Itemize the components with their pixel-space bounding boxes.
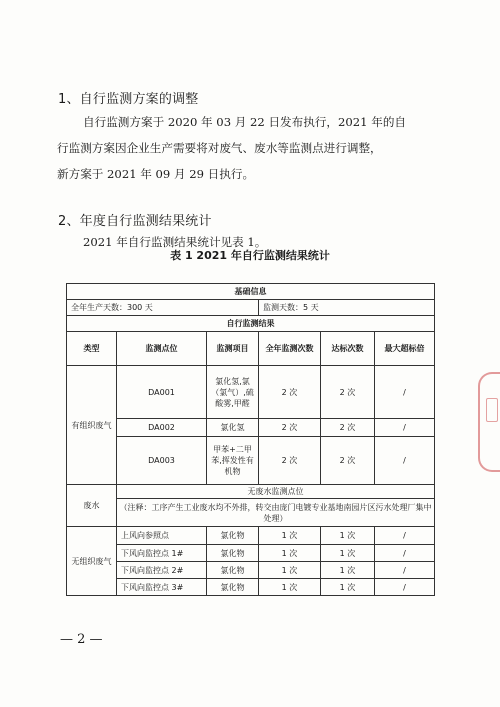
section-1-heading: 1、自行监测方案的调整 xyxy=(58,92,199,107)
paragraph-line: 2021 年自行监测结果统计见表 1。 xyxy=(83,235,267,249)
item-cell: 氯化物 xyxy=(207,579,259,596)
seal-stamp xyxy=(478,372,500,472)
point-cell: 下风向监控点 2# xyxy=(117,562,207,579)
wastewater-note: （注释：工序产生工业废水均不外排，转交由庞门电镀专业基地南园片区污水处理厂集中处理） xyxy=(117,499,435,527)
paragraph-line: 新方案于 2021 年 09 月 29 日执行。 xyxy=(57,167,255,181)
compliant-cell: 2 次 xyxy=(321,419,375,437)
seal-stamp-mark xyxy=(486,398,498,422)
point-cell: DA003 xyxy=(117,437,207,485)
point-cell: 下风向监控点 3# xyxy=(117,579,207,596)
count-cell: 2 次 xyxy=(259,437,321,485)
table-row xyxy=(67,545,435,562)
results-header: 自行监测结果 xyxy=(67,316,435,332)
count-cell: 2 次 xyxy=(259,419,321,437)
count-cell: 2 次 xyxy=(259,366,321,419)
compliant-cell: 1 次 xyxy=(321,579,375,596)
count-cell: 1 次 xyxy=(259,527,321,545)
max-exceed-cell: / xyxy=(375,437,435,485)
compliant-cell: 1 次 xyxy=(321,545,375,562)
table-row xyxy=(67,562,435,579)
section-2-heading: 2、年度自行监测结果统计 xyxy=(58,214,212,229)
production-days-cell: 全年生产天数：300 天 xyxy=(67,300,259,316)
max-exceed-cell: / xyxy=(375,562,435,579)
max-exceed-cell: / xyxy=(375,579,435,596)
item-cell: 氯化物 xyxy=(207,545,259,562)
count-cell: 1 次 xyxy=(259,579,321,596)
page-number: — 2 — xyxy=(60,632,103,647)
compliant-cell: 2 次 xyxy=(321,437,375,485)
column-header: 全年监测次数 xyxy=(259,332,321,366)
max-exceed-cell: / xyxy=(375,545,435,562)
wastewater-title: 无废水监测点位 xyxy=(117,485,435,499)
column-header: 监测点位 xyxy=(117,332,207,366)
table-row xyxy=(67,499,435,527)
type-cell: 无组织废气 xyxy=(67,527,117,596)
table-row xyxy=(67,366,435,419)
column-header: 达标次数 xyxy=(321,332,375,366)
table-caption: 表 1 2021 年自行监测结果统计 xyxy=(170,249,330,262)
compliant-cell: 1 次 xyxy=(321,562,375,579)
item-cell: 氯化物 xyxy=(207,562,259,579)
item-cell: 甲苯+二甲苯,挥发性有机物 xyxy=(207,437,259,485)
section-1-paragraph xyxy=(57,109,447,187)
point-cell: DA002 xyxy=(117,419,207,437)
count-cell: 1 次 xyxy=(259,562,321,579)
monitoring-days-cell: 监测天数：5 天 xyxy=(259,300,435,316)
column-header: 最大超标倍 xyxy=(375,332,435,366)
compliant-cell: 1 次 xyxy=(321,527,375,545)
max-exceed-cell: / xyxy=(375,419,435,437)
compliant-cell: 2 次 xyxy=(321,366,375,419)
item-cell: 氯化氢,氯（氯气）,硫酸雾,甲醛 xyxy=(207,366,259,419)
basic-info-header: 基础信息 xyxy=(67,284,435,300)
type-cell: 废水 xyxy=(67,485,117,527)
table-header-row xyxy=(67,332,435,366)
point-cell: 下风向监控点 1# xyxy=(117,545,207,562)
paragraph-line: 行监测方案因企业生产需要将对废气、废水等监测点进行调整， xyxy=(57,141,382,155)
type-cell: 有组织废气 xyxy=(67,366,117,485)
point-cell: 上风向参照点 xyxy=(117,527,207,545)
table-row xyxy=(67,437,435,485)
column-header: 监测项目 xyxy=(207,332,259,366)
max-exceed-cell: / xyxy=(375,366,435,419)
max-exceed-cell: / xyxy=(375,527,435,545)
monitoring-results-table xyxy=(66,283,435,596)
count-cell: 1 次 xyxy=(259,545,321,562)
column-header: 类型 xyxy=(67,332,117,366)
item-cell: 氯化氢 xyxy=(207,419,259,437)
point-cell: DA001 xyxy=(117,366,207,419)
table-row xyxy=(67,485,435,499)
item-cell: 氯化物 xyxy=(207,527,259,545)
paragraph-line: 自行监测方案于 2020 年 03 月 22 日发布执行，2021 年的自 xyxy=(83,115,407,129)
table-row xyxy=(67,419,435,437)
table-row xyxy=(67,579,435,596)
table-row xyxy=(67,527,435,545)
